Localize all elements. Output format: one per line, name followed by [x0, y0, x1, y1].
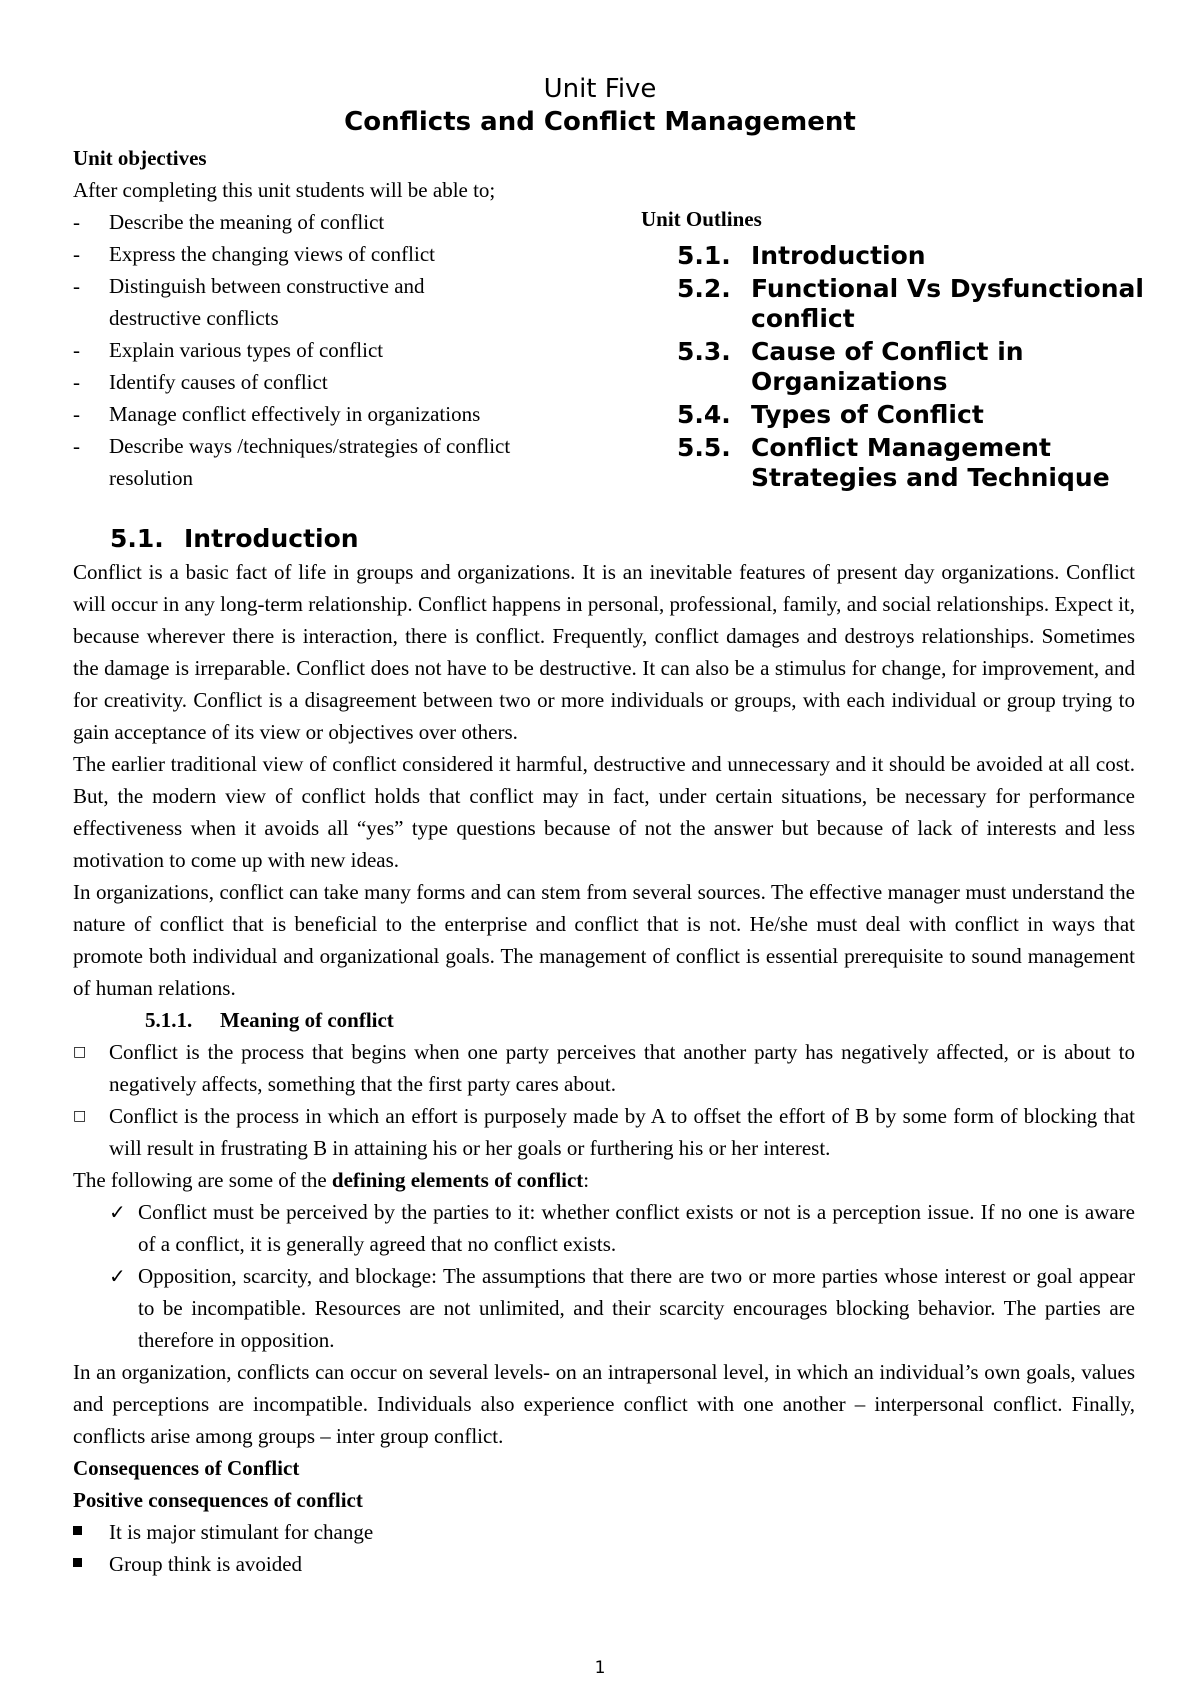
unit-outlines: [641, 203, 1171, 496]
subsection-heading: 5.1.1. Meaning of conflict: [145, 1008, 394, 1032]
page-number: 1: [594, 1658, 606, 1678]
outline-item: 5.4. Types of Conflict: [677, 400, 984, 429]
paragraph: Conflict is a basic fact of life in groups and organizations. It is an inevitable features of present day organizations. Conflict will occur in any long-term relationship. Conflict happens in personal, professional, family, and social relationships. Expect it, because wherever there is interaction, there is conflict. Frequently, conflict damages and destroys relationships. Sometimes the damage is irreparable. Conflict does not have to be destructive. It can also be a stimulus for change, for improvement, and for creativity. Conflict is a disagreement between two or more individuals or groups, with each individual or group trying to gain acceptance of its view or objectives over others.: [73, 560, 1135, 744]
objectives-intro: After completing this unit students will be able to;: [73, 178, 496, 202]
list-item: Group think is avoided: [73, 1548, 1135, 1580]
checkmark-icon: ✓: [109, 1200, 126, 1224]
objective-item: - Distinguish between constructive and destructive conflicts: [73, 274, 425, 330]
consequences-heading: Consequences of Conflict: [73, 1456, 300, 1480]
elements-intro: The following are some of the defining elements of conflict:: [73, 1168, 590, 1192]
outlines-heading: Unit Outlines: [641, 207, 762, 231]
definition-item: □ Conflict is the process in which an effort is purposely made by A to offset the effort of B by some form of blocking that will result in frustrating B in attaining his or her goals or furthering his or her interest.: [73, 1100, 1135, 1164]
element-item: ✓ Opposition, scarcity, and blockage: The assumptions that there are two or more parties whose interest or goal appear to be incompatible. Resources are not unlimited, and their scarcity encourages blocking behavior. The parties are therefore in opposition.: [109, 1260, 1135, 1356]
paragraph: In organizations, conflict can take many forms and can stem from several sources. The effective manager must understand the nature of conflict that is beneficial to the enterprise and conflict that is not. He/she must deal with conflict in ways that promote both individual and organizational goals. The management of conflict is essential prerequisite to sound management of human relations.: [73, 880, 1135, 1000]
section-body: [73, 556, 1135, 1580]
square-bullet-icon: [73, 1558, 82, 1567]
outline-item: 5.3. Cause of Conflict in Organizations: [677, 337, 1024, 396]
objective-item: - Identify causes of conflict: [73, 370, 328, 394]
list-item: It is major stimulant for change: [73, 1516, 1135, 1548]
checkmark-icon: ✓: [109, 1264, 126, 1288]
objective-item: - Describe the meaning of conflict: [73, 210, 385, 234]
outline-item: 5.1. Introduction: [677, 241, 926, 270]
unit-number: Unit Five: [543, 74, 657, 104]
objective-item: - Express the changing views of conflict: [73, 242, 435, 266]
square-bullet-icon: [73, 1526, 82, 1535]
objective-item: - Explain various types of conflict: [73, 338, 384, 362]
objective-item: - Describe ways /techniques/strategies of conflict resolution: [73, 434, 511, 490]
section-heading: 5.1. Introduction: [110, 524, 359, 553]
bullet-icon: □: [73, 1108, 87, 1124]
paragraph: In an organization, conflicts can occur on several levels- on an intrapersonal level, in which an individual’s own goals, values and perceptions are incompatible. Individuals also experience conflict with one another – interpersonal conflict. Finally, conflicts arise among groups – inter group conflict.: [73, 1360, 1135, 1448]
definition-item: □ Conflict is the process that begins when one party perceives that another party has negatively affected, or is about to negatively affects, something that the first party cares about.: [73, 1036, 1135, 1100]
bullet-icon: □: [73, 1044, 87, 1060]
definitions-list: [73, 1036, 1135, 1164]
element-item: ✓ Conflict must be perceived by the parties to it: whether conflict exists or not is a perception issue. If no one is aware of a conflict, it is generally agreed that no conflict exists.: [109, 1196, 1135, 1260]
positive-consequences-list: [73, 1516, 1135, 1580]
outline-item: 5.5. Conflict Management Strategies and Technique: [677, 433, 1110, 492]
objectives-heading: Unit objectives: [73, 146, 207, 170]
paragraph: The earlier traditional view of conflict considered it harmful, destructive and unnecessary and it should be avoided at all cost. But, the modern view of conflict holds that conflict may in fact, under certain situations, be necessary for performance effectiveness when it avoids all “yes” type questions because of not the answer but because of lack of interests and less motivation to come up with new ideas.: [73, 752, 1135, 872]
positive-consequences-heading: Positive consequences of conflict: [73, 1488, 363, 1512]
unit-title: Conflicts and Conflict Management: [344, 107, 856, 137]
elements-list: [73, 1196, 1135, 1356]
objective-item: - Manage conflict effectively in organizations: [73, 402, 481, 426]
objectives-list: [73, 206, 593, 494]
unit-objectives: [73, 142, 593, 494]
outline-item: 5.2. Functional Vs Dysfunctional conflict: [677, 274, 1144, 333]
outlines-list: [641, 241, 1171, 493]
